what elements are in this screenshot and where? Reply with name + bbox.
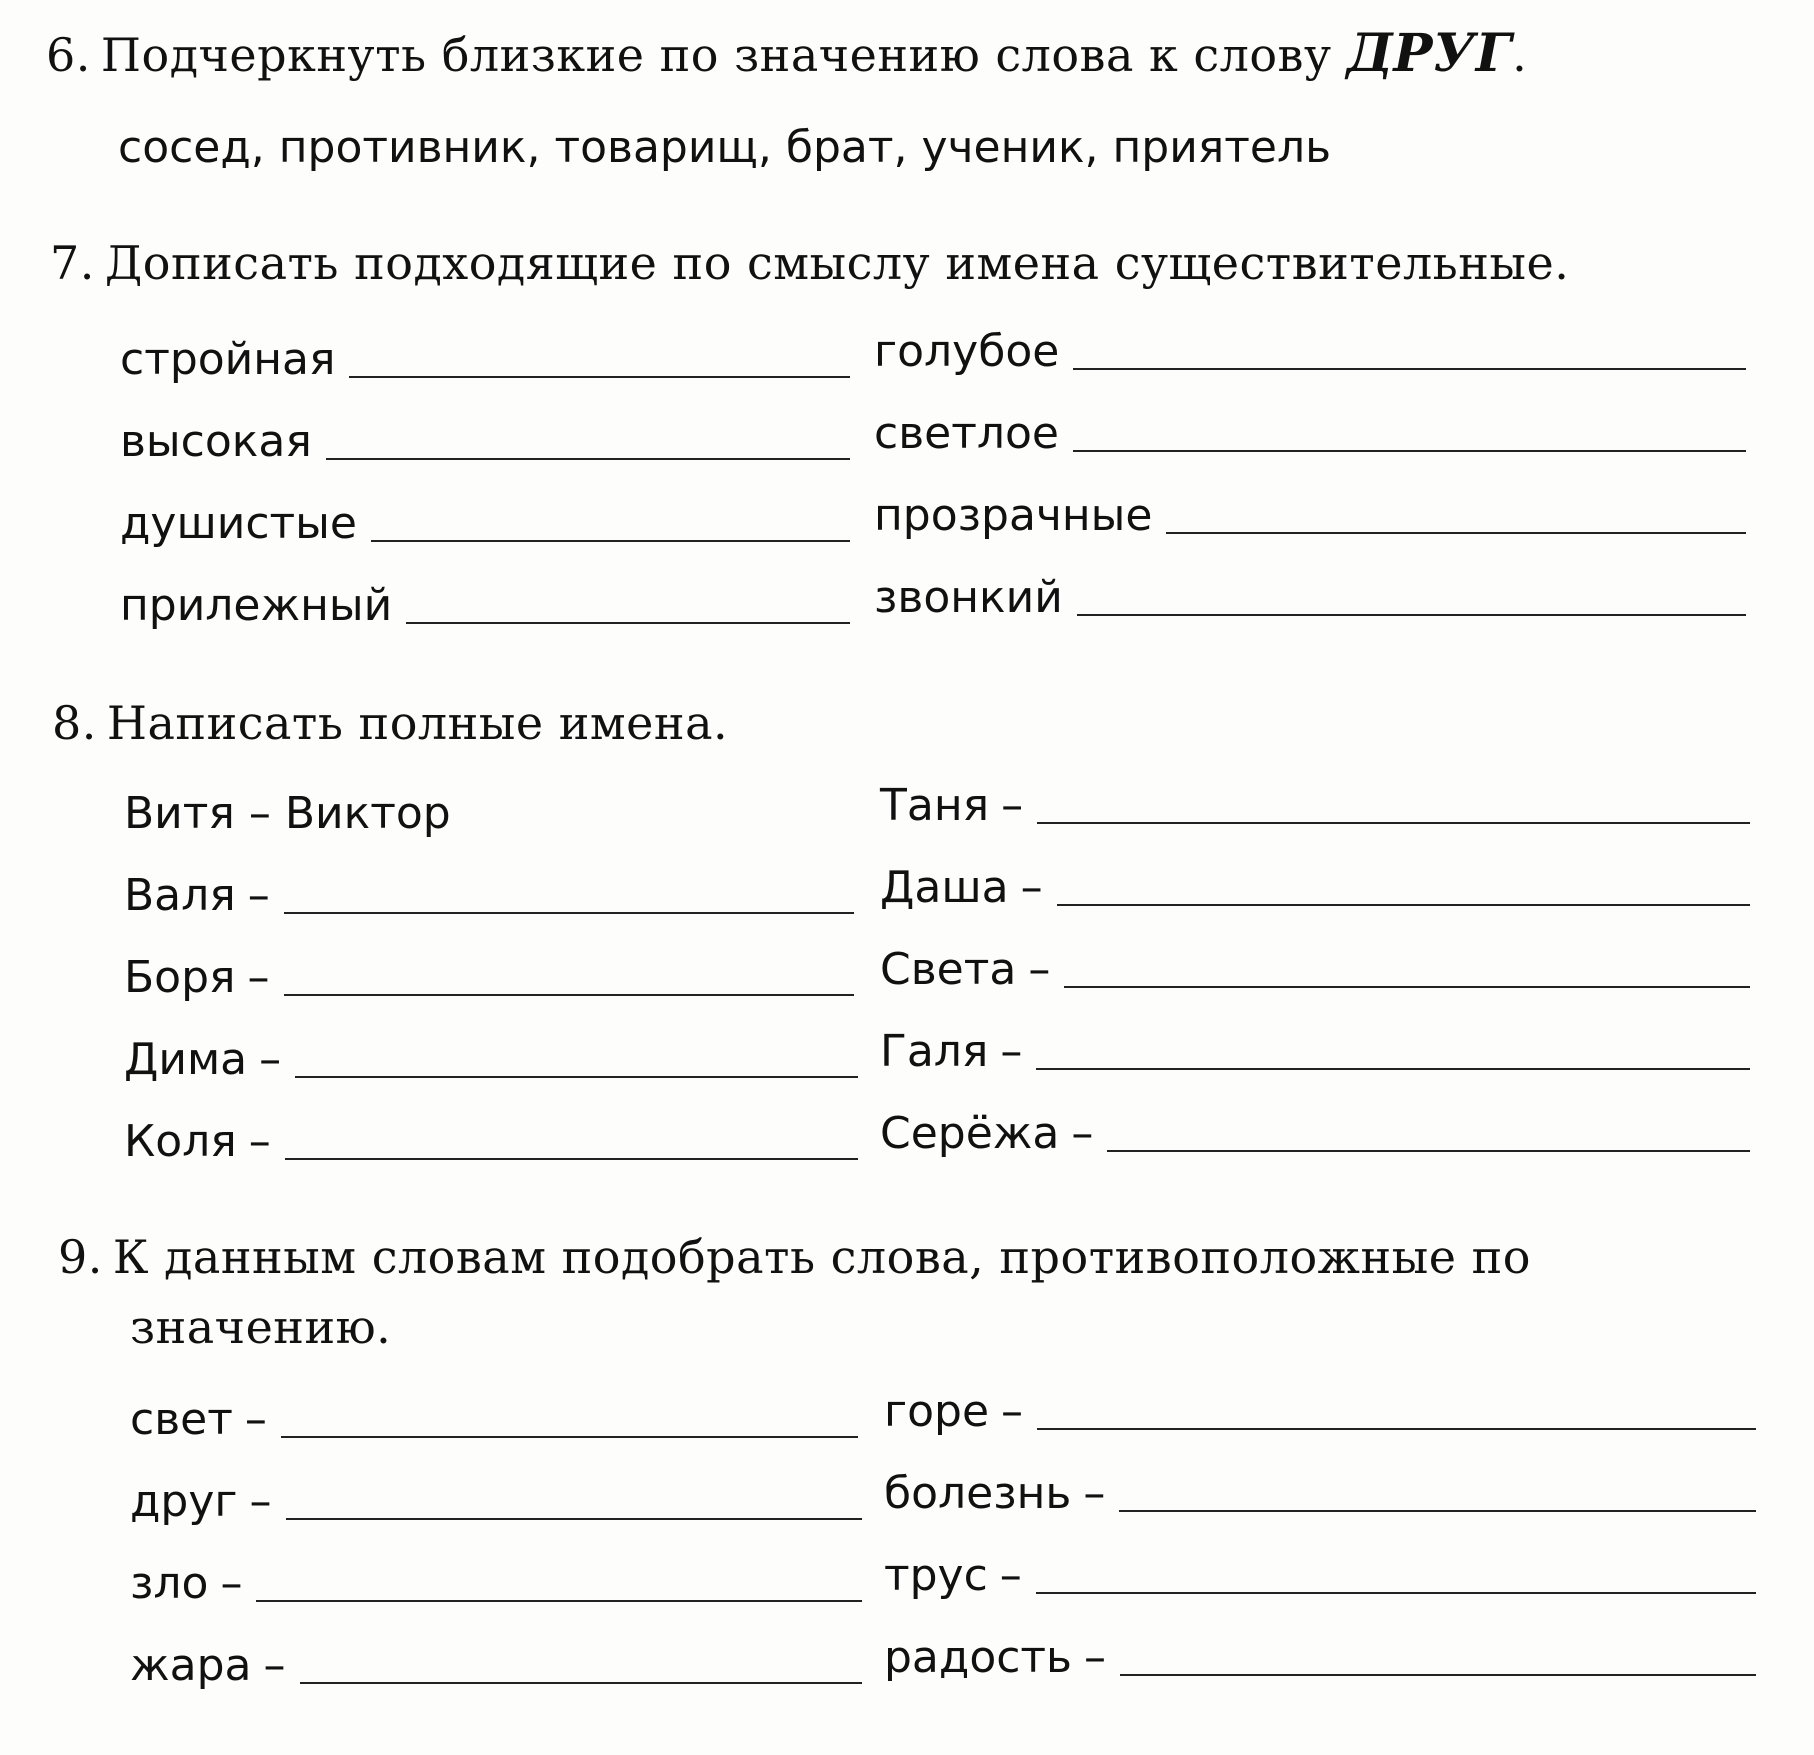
task-9-left-item [130,1394,858,1445]
short-name-label: Даша [880,862,1009,913]
short-name-label: Света [880,944,1017,995]
word-label: трус [884,1550,988,1601]
adjective-label: высокая [120,416,312,467]
short-name-label: Дима [124,1034,248,1085]
task-9-heading-cont: значению. [130,1300,392,1354]
short-name-label: Коля [124,1116,237,1167]
task-8-number: 8. [52,696,97,750]
dash: – [244,1394,267,1445]
answer-blank[interactable] [1036,1067,1750,1070]
dash: – [1071,1108,1094,1159]
answer-blank[interactable] [326,457,850,460]
dash: – [1084,1632,1106,1683]
task-8-left-item [124,1034,858,1085]
task-9-number: 9. [58,1230,103,1284]
task-7-text: Дописать подходящие по смыслу имена существительные. [104,236,1570,290]
answer-blank[interactable] [256,1599,862,1602]
task-7-right-item [874,408,1746,459]
task-9-left-item [130,1640,862,1691]
answer-blank[interactable] [1036,1591,1756,1594]
task-9-right-item [884,1550,1756,1601]
answer-blank[interactable] [1073,449,1746,452]
dash: – [1001,1386,1024,1437]
dash: – [999,1550,1022,1601]
task-9-right-item [884,1632,1756,1683]
short-name-label: Галя [880,1026,989,1077]
adjective-label: светлое [874,408,1059,459]
dash: – [1020,862,1043,913]
answer-blank[interactable] [1057,903,1750,906]
task-7-left-item [120,580,850,631]
task-9-right-item [884,1468,1756,1519]
adjective-label: душистые [120,498,357,549]
dash: – [249,1476,272,1527]
task-9-left-item [130,1476,862,1527]
answer-blank[interactable] [1077,613,1746,616]
adjective-label: прозрачные [874,490,1153,541]
dash: – [1083,1468,1106,1519]
task-6-keyword: ДРУГ [1346,23,1513,84]
task-6-word-list: сосед, противник, товарищ, брат, ученик, приятель [118,122,1332,173]
task-9-text-line1: К данным словам подобрать слова, противоположные по [112,1230,1531,1284]
answer-blank[interactable] [286,1517,862,1520]
answer-blank[interactable] [406,621,850,624]
answer-blank[interactable] [300,1681,863,1684]
dash: – [247,870,270,921]
answer-blank[interactable] [295,1075,858,1078]
task-6-period: . [1512,28,1528,82]
task-6-heading [46,23,1528,84]
task-7-right-item [874,572,1746,623]
short-name-label: Боря [124,952,236,1003]
task-8-right-item [880,944,1750,995]
task-7-left-item [120,334,850,385]
task-9-right-item [884,1386,1756,1437]
dash: – [1000,1026,1023,1077]
dash: – [247,952,270,1003]
task-8-right-item [880,780,1750,831]
word-label: зло [130,1558,209,1609]
adjective-label: стройная [120,334,336,385]
answer-blank[interactable] [281,1435,858,1438]
dash: – [220,1558,243,1609]
word-label: свет [130,1394,233,1445]
task-8-left-item [124,952,854,1003]
short-name-label: Валя [124,870,236,921]
word-label: радость [884,1632,1072,1683]
adjective-label: прилежный [120,580,393,631]
answer-blank[interactable] [1107,1149,1750,1152]
task-8-example: Витя – Виктор [124,788,451,839]
task-9-heading [58,1230,1531,1284]
answer-blank[interactable] [1119,1509,1756,1512]
answer-blank[interactable] [1064,985,1750,988]
task-8-right-item [880,1026,1750,1077]
task-7-left-item [120,498,850,549]
task-8-left-item [124,1116,858,1167]
task-7-left-item [120,416,850,467]
answer-blank[interactable] [1166,531,1746,534]
answer-blank[interactable] [1037,821,1750,824]
answer-blank[interactable] [284,911,854,914]
answer-blank[interactable] [371,539,850,542]
word-label: друг [130,1476,238,1527]
answer-blank[interactable] [1120,1673,1756,1676]
dash: – [1001,780,1024,831]
task-8-right-item [880,1108,1750,1159]
answer-blank[interactable] [1037,1427,1756,1430]
task-6-number: 6. [46,28,91,82]
adjective-label: голубое [874,326,1060,377]
task-7-heading [50,236,1570,290]
task-8-right-item [880,862,1750,913]
dash: – [248,1116,271,1167]
word-label: жара [130,1640,252,1691]
task-7-right-item [874,490,1746,541]
task-8-heading [52,696,729,750]
task-6-text: Подчеркнуть близкие по значению слова к слову [100,28,1332,82]
answer-blank[interactable] [285,1157,858,1160]
task-8-left-item [124,870,854,921]
answer-blank[interactable] [284,993,854,996]
answer-blank[interactable] [1073,367,1746,370]
answer-blank[interactable] [349,375,850,378]
task-7-right-item [874,326,1746,377]
short-name-label: Таня [880,780,990,831]
short-name-label: Серёжа [880,1108,1060,1159]
word-label: горе [884,1386,990,1437]
dash: – [1028,944,1051,995]
dash: – [263,1640,286,1691]
word-label: болезнь [884,1468,1072,1519]
task-7-number: 7. [50,236,95,290]
adjective-label: звонкий [874,572,1063,623]
task-8-text: Написать полные имена. [106,696,729,750]
task-9-left-item [130,1558,862,1609]
dash: – [259,1034,282,1085]
